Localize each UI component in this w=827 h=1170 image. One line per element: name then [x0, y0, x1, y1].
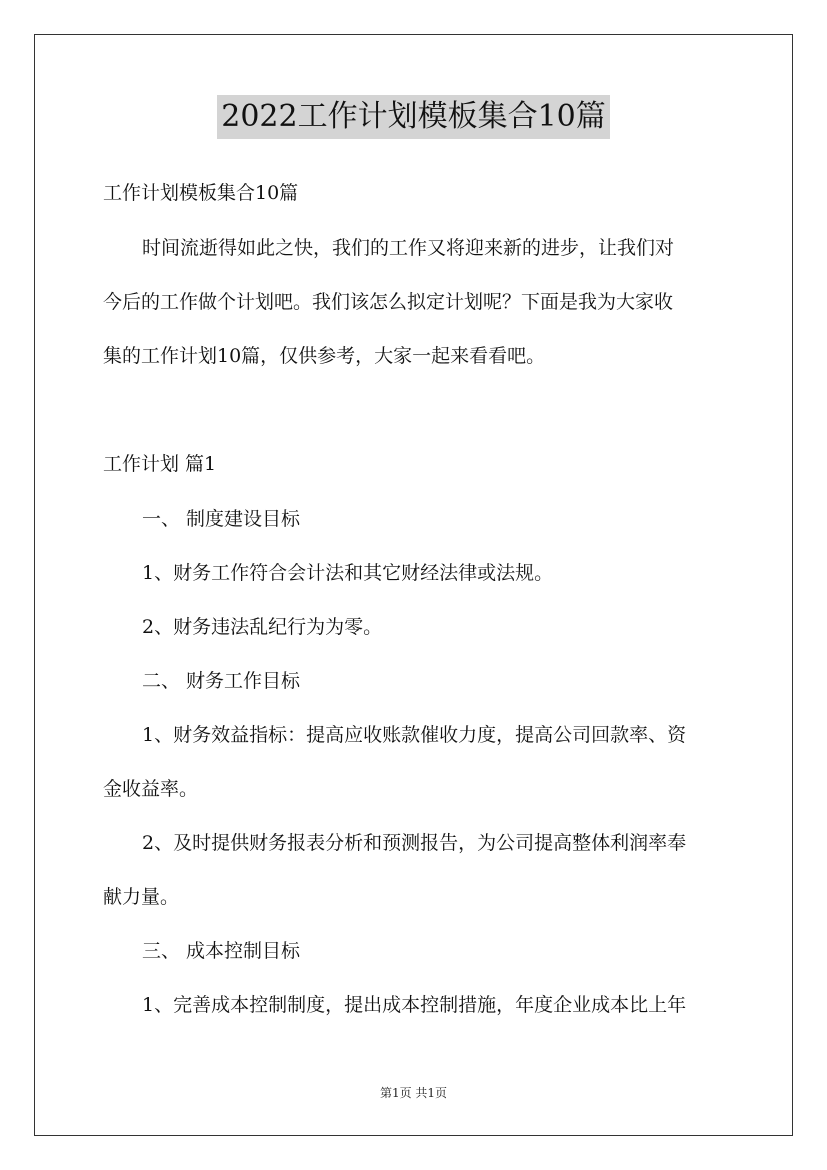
body-line: 金收益率。 [103, 778, 199, 800]
intro-line-1: 时间流逝得如此之快，我们的工作又将迎来新的进步，让我们对 [142, 237, 675, 259]
body-line: 1、财务效益指标：提高应收账款催收力度，提高公司回款率、资 [142, 724, 687, 746]
document-title: 2022工作计划模板集合10篇 [217, 95, 610, 139]
intro-line-3: 集的工作计划10篇，仅供参考，大家一起来看看吧。 [103, 345, 546, 367]
body-line: 2、及时提供财务报表分析和预测报告，为公司提高整体利润率奉 [142, 832, 687, 854]
intro-line-2: 今后的工作做个计划吧。我们该怎么拟定计划呢？下面是我为大家收 [103, 291, 674, 313]
body-line: 三、 成本控制目标 [142, 940, 301, 962]
document-title-wrap [0, 95, 827, 139]
body-line: 一、 制度建设目标 [142, 508, 301, 530]
body-line: 1、完善成本控制制度，提出成本控制措施，年度企业成本比上年 [142, 994, 687, 1016]
body-line: 献力量。 [103, 886, 180, 908]
section-heading: 工作计划 篇1 [103, 453, 217, 475]
body-line: 1、财务工作符合会计法和其它财经法律或法规。 [142, 562, 554, 584]
page-footer: 第1页 共1页 [379, 1086, 448, 1100]
body-line: 2、财务违法乱纪行为为零。 [142, 616, 383, 638]
body-line: 二、 财务工作目标 [142, 670, 301, 692]
document-subtitle: 工作计划模板集合10篇 [103, 182, 299, 204]
